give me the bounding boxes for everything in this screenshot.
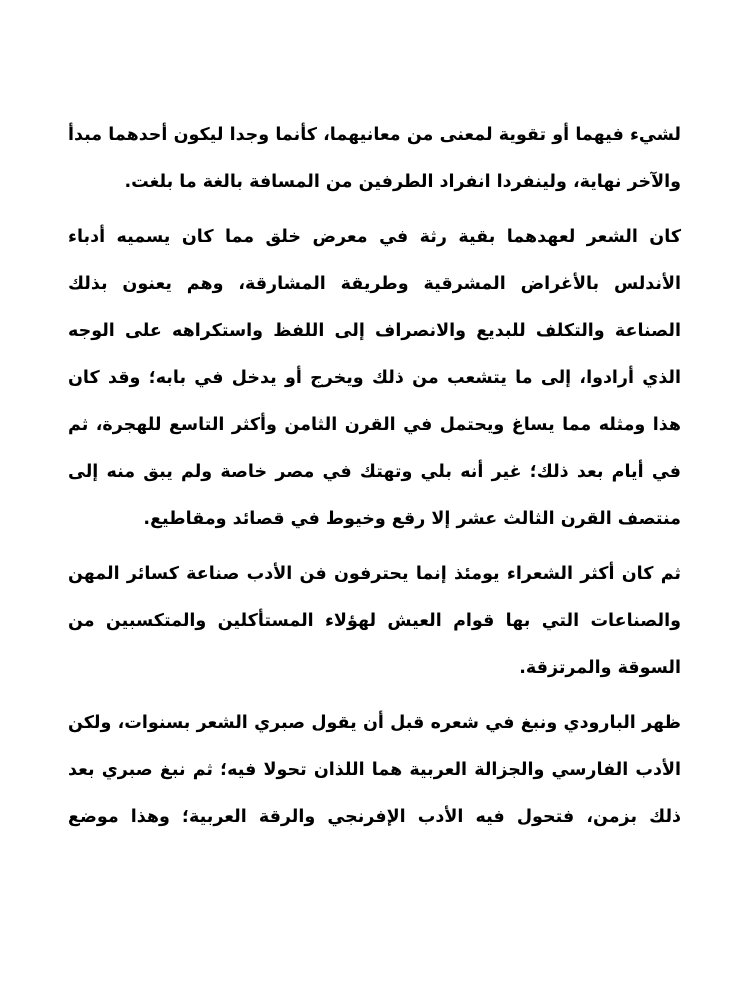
- text-line: الأدب الفارسي والجزالة العربية هما اللذان تحولا فيه؛ ثم نبغ صبري بعد: [68, 760, 681, 780]
- paragraph-3: [68, 551, 681, 692]
- text-line: الذي أرادوا، إلى ما يتشعب من ذلك ويخرج أو يدخل في بابه؛ وقد كان: [68, 368, 681, 388]
- text-line: لشيء فيهما أو تقوية لمعنى من معانيهما، كأنما وجدا ليكون أحدهما مبدأ: [68, 125, 681, 145]
- text-line: منتصف القرن الثالث عشر إلا رقع وخيوط في قصائد ومقاطيع.: [143, 509, 681, 529]
- document-page: [68, 112, 681, 849]
- text-line: ذلك بزمن، فتحول فيه الأدب الإفرنجي والرقة العربية؛ وهذا موضع: [68, 807, 681, 827]
- paragraph-2: [68, 214, 681, 543]
- text-line: ظهر البارودي ونبغ في شعره قبل أن يقول صبري الشعر بسنوات، ولكن: [68, 713, 681, 733]
- text-line: والصناعات التي بها قوام العيش لهؤلاء المستأكلين والمتكسبين من: [68, 611, 681, 631]
- text-line: كان الشعر لعهدهما بقية رثة في معرض خلق مما كان يسميه أدباء: [68, 227, 681, 247]
- text-line: ثم كان أكثر الشعراء يومئذ إنما يحترفون فن الأدب صناعة كسائر المهن: [68, 564, 681, 584]
- text-line: الصناعة والتكلف للبديع والانصراف إلى اللفظ واستكراهه على الوجه: [68, 321, 681, 341]
- paragraph-1: [68, 112, 681, 206]
- text-line: السوقة والمرتزقة.: [519, 658, 681, 678]
- text-line: والآخر نهاية، ولينفردا انفراد الطرفين من المسافة بالغة ما بلغت.: [124, 172, 681, 192]
- text-line: هذا ومثله مما يساغ ويحتمل في القرن الثامن وأكثر التاسع للهجرة، ثم: [68, 415, 681, 435]
- text-line: في أيام بعد ذلك؛ غير أنه بلي وتهتك في مصر خاصة ولم يبق منه إلى: [68, 462, 681, 482]
- text-line: الأندلس بالأغراض المشرقية وطريقة المشارقة، وهم يعنون بذلك: [68, 274, 681, 294]
- paragraph-4: [68, 700, 681, 841]
